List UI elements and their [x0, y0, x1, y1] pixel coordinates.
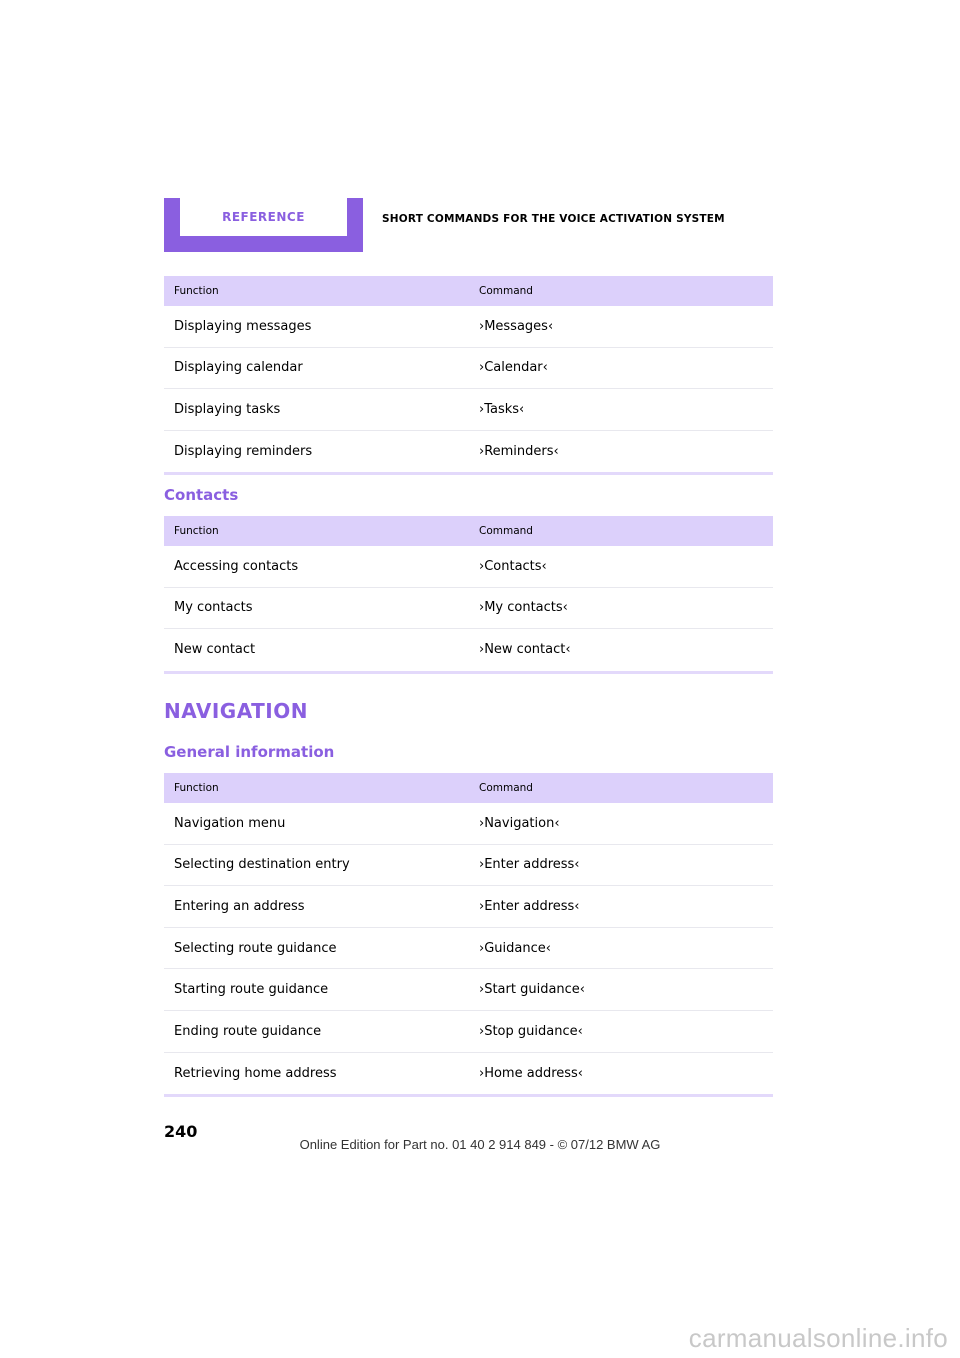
command-cell: ›Calendar‹ [479, 360, 548, 376]
command-cell: ›Stop guidance‹ [479, 1023, 583, 1039]
table-row [164, 588, 773, 630]
table-row [164, 389, 773, 431]
footer-edition-note: Online Edition for Part no. 01 40 2 914 849 - © 07/12 BMW AG [299, 1137, 661, 1152]
table-row [164, 803, 773, 845]
table-row [164, 1053, 773, 1095]
messages-table [164, 276, 773, 475]
page-number: 240 [164, 1122, 198, 1141]
command-cell: ›My contacts‹ [479, 600, 568, 616]
command-cell: ›Messages‹ [479, 318, 554, 334]
command-cell: ›Reminders‹ [479, 444, 559, 460]
command-cell: ›Enter address‹ [479, 898, 580, 914]
section-tab-label: REFERENCE [180, 198, 347, 236]
function-cell: Selecting destination entry [174, 857, 350, 873]
function-cell: Retrieving home address [174, 1065, 337, 1081]
contacts-heading: Contacts [164, 486, 239, 504]
command-cell: ›Navigation‹ [479, 815, 560, 831]
function-cell: Displaying tasks [174, 401, 281, 417]
contacts-table [164, 516, 773, 674]
column-header-command: Command [479, 525, 533, 537]
column-header-function: Function [174, 285, 219, 297]
function-cell: My contacts [174, 600, 253, 616]
general-information-heading: General information [164, 743, 335, 761]
table-row [164, 1011, 773, 1053]
function-cell: Entering an address [174, 898, 305, 914]
table-header [164, 276, 773, 306]
column-header-command: Command [479, 782, 533, 794]
command-cell: ›Guidance‹ [479, 940, 551, 956]
table-row [164, 845, 773, 887]
column-header-command: Command [479, 285, 533, 297]
command-cell: ›Start guidance‹ [479, 982, 585, 998]
table-row [164, 928, 773, 970]
navigation-table [164, 773, 773, 1097]
command-cell: ›Contacts‹ [479, 558, 547, 574]
table-header [164, 773, 773, 803]
page-header-title: SHORT COMMANDS FOR THE VOICE ACTIVATION SYSTEM [382, 213, 725, 225]
table-row [164, 629, 773, 671]
table-row [164, 546, 773, 588]
function-cell: Displaying reminders [174, 444, 313, 460]
table-row [164, 348, 773, 390]
function-cell: Displaying calendar [174, 360, 303, 376]
command-cell: ›Tasks‹ [479, 401, 525, 417]
function-cell: Selecting route guidance [174, 940, 337, 956]
column-header-function: Function [174, 782, 219, 794]
command-cell: ›Enter address‹ [479, 857, 580, 873]
table-row [164, 969, 773, 1011]
column-header-function: Function [174, 525, 219, 537]
navigation-heading: NAVIGATION [164, 699, 308, 723]
section-tab [164, 198, 363, 252]
command-cell: ›New contact‹ [479, 642, 571, 658]
function-cell: Navigation menu [174, 815, 286, 831]
table-header [164, 516, 773, 546]
table-row [164, 431, 773, 473]
watermark: carmanualsonline.info [688, 1323, 948, 1353]
table-row [164, 886, 773, 928]
table-row [164, 306, 773, 348]
function-cell: Displaying messages [174, 318, 312, 334]
function-cell: New contact [174, 642, 256, 658]
function-cell: Accessing contacts [174, 558, 299, 574]
function-cell: Starting route guidance [174, 982, 329, 998]
command-cell: ›Home address‹ [479, 1065, 583, 1081]
function-cell: Ending route guidance [174, 1023, 322, 1039]
